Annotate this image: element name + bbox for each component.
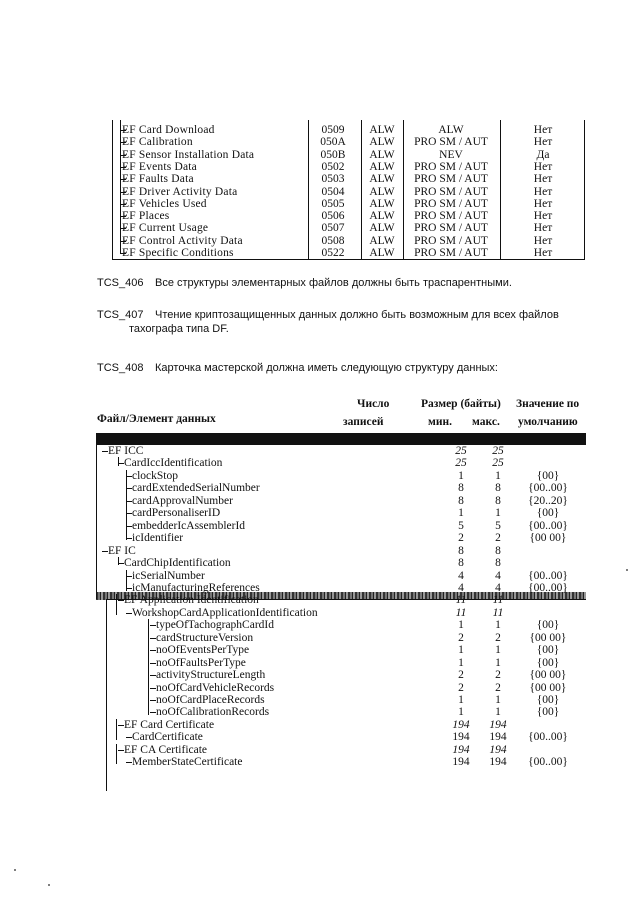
structure-table-row — [96, 457, 586, 470]
structure-min-value: 1 — [458, 619, 464, 632]
structure-table-row — [96, 557, 586, 570]
structure-min-value: 2 — [458, 681, 464, 694]
top-table-cell-fid: 0505 — [321, 197, 345, 210]
structure-min-value: 25 — [455, 445, 467, 457]
structure-max-value: 1 — [495, 469, 501, 482]
structure-def-value: {20..20} — [528, 494, 568, 507]
header-count-line2: записей — [343, 416, 384, 428]
top-table-cell-a3: Нет — [533, 234, 553, 247]
top-table-cell-a1: ALW — [369, 124, 395, 136]
top-table-cell-a3: Да — [536, 148, 550, 161]
structure-min-value: 1 — [458, 644, 464, 657]
structure-table-row — [96, 507, 586, 520]
structure-name: cardPersonaliserID — [132, 507, 221, 520]
structure-def-value: {00..00} — [528, 519, 568, 532]
structure-max-value: 5 — [495, 519, 501, 532]
structure-table-row — [96, 682, 586, 695]
header-count-line1: Число — [357, 398, 390, 410]
top-table-row — [112, 124, 585, 136]
structure-name: icManufacturingReferences — [132, 581, 260, 594]
structure-name: typeOfTachographCardId — [156, 619, 274, 632]
structure-def-value: {00 00} — [529, 669, 567, 682]
structure-table-row — [96, 706, 586, 719]
structure-max-value: 1 — [495, 656, 501, 669]
structure-min-value: 2 — [458, 631, 464, 644]
structure-max-value: 2 — [495, 631, 501, 644]
scan-speck — [14, 869, 16, 871]
top-table-row — [112, 222, 585, 234]
structure-name: noOfCalibrationRecords — [156, 706, 270, 719]
structure-min-value: 8 — [458, 544, 464, 557]
structure-table-row — [96, 482, 586, 495]
structure-min-value: 8 — [458, 557, 464, 570]
top-table-cell-name: EF Sensor Installation Data — [122, 148, 255, 161]
structure-max-value: 2 — [495, 681, 501, 694]
structure-def-value: {00..00} — [528, 581, 568, 594]
header-file: Файл/Элемент данных — [97, 413, 216, 425]
top-table-cell-a2: PRO SM / AUT — [414, 210, 488, 223]
structure-min-value: 194 — [452, 756, 470, 769]
structure-max-value: 194 — [489, 718, 507, 731]
structure-name: EF IC — [108, 544, 136, 557]
header-black-bar — [96, 433, 586, 445]
structure-min-value: 194 — [452, 718, 470, 731]
structure-min-value: 1 — [458, 507, 464, 520]
top-table-cell-fid: 0508 — [321, 234, 345, 247]
structure-max-value: 8 — [495, 544, 501, 557]
structure-def-value: {00} — [536, 706, 560, 719]
top-table-row — [112, 198, 585, 210]
structure-max-value: 194 — [489, 731, 507, 744]
top-table-cell-name: EF Calibration — [122, 136, 193, 149]
structure-max-value: 4 — [495, 581, 501, 594]
structure-table-row — [96, 495, 586, 508]
structure-def-value: {00..00} — [528, 756, 568, 769]
structure-max-value: 11 — [492, 594, 504, 607]
scan-speck — [48, 884, 50, 886]
structure-name: CardIccIdentification — [124, 457, 223, 470]
structure-min-value: 194 — [452, 731, 470, 744]
top-table-cell-name: EF Specific Conditions — [122, 247, 234, 259]
structure-def-value: {00} — [536, 644, 560, 657]
top-table-cell-a2: PRO SM / AUT — [414, 185, 488, 198]
top-table-cell-a2: PRO SM / AUT — [414, 234, 488, 247]
structure-name: cardApprovalNumber — [132, 494, 233, 507]
top-table-cell-a3: Нет — [533, 210, 553, 223]
structure-table-row — [96, 744, 586, 757]
structure-name: EF Card Certificate — [124, 718, 215, 731]
top-table-cell-name: EF Faults Data — [122, 173, 194, 186]
top-table-cell-fid: 0503 — [321, 173, 345, 186]
structure-max-value: 1 — [495, 644, 501, 657]
structure-min-value: 1 — [458, 706, 464, 719]
structure-min-value: 2 — [458, 669, 464, 682]
top-table-cell-a3: Нет — [533, 185, 553, 198]
structure-table-row — [96, 470, 586, 483]
structure-name: noOfFaultsPerType — [156, 656, 246, 669]
structure-min-value: 8 — [458, 494, 464, 507]
structure-def-value: {00 00} — [529, 631, 567, 644]
structure-max-value: 11 — [492, 606, 504, 619]
header-size-min: мин. — [428, 416, 452, 428]
top-table-cell-name: EF Card Download — [122, 124, 215, 136]
top-table-cell-a3: Нет — [533, 124, 553, 136]
top-table-cell-a1: ALW — [369, 148, 395, 161]
structure-table-row — [96, 731, 586, 744]
top-table-cell-fid: 0507 — [321, 222, 345, 235]
structure-def-value: {00 00} — [529, 681, 567, 694]
top-table-row — [112, 247, 585, 259]
structure-def-value: {00 00} — [529, 532, 567, 545]
top-table-cell-a3: Нет — [533, 247, 553, 259]
top-table-cell-a2: ALW — [438, 124, 464, 136]
structure-def-value: {00} — [536, 469, 560, 482]
top-table-row — [112, 186, 585, 198]
structure-name: EF Application Identification — [124, 594, 259, 607]
structure-def-value: {00..00} — [528, 482, 568, 495]
top-table-cell-name: EF Driver Activity Data — [122, 185, 238, 198]
structure-max-value: 4 — [495, 569, 501, 582]
structure-min-value: 1 — [458, 656, 464, 669]
structure-min-value: 5 — [458, 519, 464, 532]
structure-name: noOfCardPlaceRecords — [156, 694, 265, 706]
structure-name: EF CA Certificate — [124, 743, 208, 756]
structure-table-row — [96, 657, 586, 670]
structure-def-value: {00} — [536, 694, 560, 706]
top-table-cell-a3: Нет — [533, 197, 553, 210]
top-table-cell-a1: ALW — [369, 173, 395, 186]
header-size-line1: Размер (байты) — [421, 398, 501, 410]
structure-table-row — [96, 594, 586, 607]
top-table-row — [112, 161, 585, 173]
structure-max-value: 2 — [495, 532, 501, 545]
structure-min-value: 11 — [455, 606, 467, 619]
paragraph-tcs406: TCS_406 Все структуры элементарных файлов должны быть траспарентными. — [97, 277, 512, 289]
structure-min-value: 25 — [455, 457, 467, 470]
top-table-cell-fid: 0509 — [321, 124, 345, 136]
top-table-cell-name: EF Current Usage — [122, 222, 209, 235]
structure-def-value: {00..00} — [528, 731, 568, 744]
structure-table-row — [96, 520, 586, 533]
top-table-cell-name: EF Events Data — [122, 160, 197, 173]
top-table-cell-fid: 0522 — [321, 247, 345, 259]
structure-def-value: {00} — [536, 656, 560, 669]
structure-table-row — [96, 582, 586, 595]
structure-table-row — [96, 545, 586, 558]
structure-min-value: 11 — [455, 594, 467, 607]
paragraph-tcs407: TCS_407 Чтение криптозащищенных данных должно быть возможным для всех файлов тахографа типа DF. — [97, 309, 559, 335]
top-table-cell-a1: ALW — [369, 197, 395, 210]
structure-table-row — [96, 669, 586, 682]
top-table-cell-a2: PRO SM / AUT — [414, 197, 488, 210]
top-table-cell-name: EF Vehicles Used — [122, 197, 207, 210]
structure-max-value: 8 — [495, 494, 501, 507]
top-table-cell-a3: Нет — [533, 222, 553, 235]
structure-table-row — [96, 644, 586, 657]
structure-max-value: 194 — [489, 756, 507, 769]
structure-max-value: 194 — [489, 743, 507, 756]
structure-table-row — [96, 619, 586, 632]
paragraph-tcs408: TCS_408 Карточка мастерской должна иметь следующую структуру данных: — [97, 362, 498, 374]
top-table-cell-fid: 050A — [320, 136, 346, 149]
structure-def-value: {00} — [536, 507, 560, 520]
structure-min-value: 194 — [452, 743, 470, 756]
structure-name: EF ICC — [108, 445, 144, 457]
structure-table-row — [96, 632, 586, 645]
structure-name: clockStop — [132, 469, 178, 482]
header-size-max: макс. — [472, 416, 500, 428]
structure-max-value: 1 — [495, 619, 501, 632]
top-table-row — [112, 235, 585, 247]
top-table-cell-fid: 0504 — [321, 185, 345, 198]
top-table-cell-a1: ALW — [369, 185, 395, 198]
header-default-line1: Значение по — [516, 398, 580, 410]
top-table-cell-a2: PRO SM / AUT — [414, 173, 488, 186]
structure-table-row — [96, 570, 586, 583]
structure-name: cardExtendedSerialNumber — [132, 482, 260, 495]
structure-max-value: 1 — [495, 507, 501, 520]
top-table-cell-name: EF Places — [122, 210, 170, 223]
structure-min-value: 4 — [458, 581, 464, 594]
structure-name: noOfCardVehicleRecords — [156, 681, 275, 694]
top-table-row — [112, 149, 585, 161]
top-table-cell-a2: PRO SM / AUT — [414, 136, 488, 149]
top-table-row — [112, 136, 585, 148]
top-table-row — [112, 210, 585, 222]
top-table-cell-name: EF Control Activity Data — [122, 234, 243, 247]
top-table-cell-a1: ALW — [369, 210, 395, 223]
structure-max-value: 25 — [492, 457, 504, 470]
top-table-cell-a1: ALW — [369, 222, 395, 235]
structure-name: WorkshopCardApplicationIdentification — [132, 606, 318, 619]
top-table-cell-a1: ALW — [369, 234, 395, 247]
workshop-card-structure-table — [96, 433, 586, 791]
structure-max-value: 8 — [495, 557, 501, 570]
structure-name: noOfEventsPerType — [156, 644, 250, 657]
structure-name: MemberStateCertificate — [132, 756, 243, 769]
structure-name: cardStructureVersion — [156, 631, 254, 644]
structure-name: icSerialNumber — [132, 569, 205, 582]
top-table-cell-a2: NEV — [439, 148, 463, 161]
structure-name: embedderIcAssemblerId — [132, 519, 246, 532]
top-table-cell-a3: Нет — [533, 136, 553, 149]
structure-table-row — [96, 719, 586, 732]
top-table-cell-a3: Нет — [533, 173, 553, 186]
structure-max-value: 1 — [495, 694, 501, 706]
structure-min-value: 2 — [458, 532, 464, 545]
structure-min-value: 1 — [458, 694, 464, 706]
scan-speck — [626, 569, 628, 571]
top-table-cell-a1: ALW — [369, 136, 395, 149]
structure-max-value: 1 — [495, 706, 501, 719]
structure-min-value: 8 — [458, 482, 464, 495]
structure-table-row — [96, 694, 586, 707]
top-table-cell-a1: ALW — [369, 160, 395, 173]
structure-def-value: {00..00} — [528, 569, 568, 582]
structure-name: icIdentifier — [132, 532, 184, 545]
structure-name: CardCertificate — [132, 731, 203, 744]
top-table-row — [112, 173, 585, 185]
structure-table-row — [96, 756, 586, 769]
top-table-cell-a1: ALW — [369, 247, 395, 259]
top-table-cell-a2: PRO SM / AUT — [414, 160, 488, 173]
structure-max-value: 2 — [495, 669, 501, 682]
top-table-cell-fid: 0506 — [321, 210, 345, 223]
top-table-cell-fid: 050B — [320, 148, 346, 161]
structure-table-row — [96, 445, 586, 458]
structure-def-value: {00} — [536, 619, 560, 632]
structure-min-value: 4 — [458, 569, 464, 582]
structure-min-value: 1 — [458, 469, 464, 482]
top-table-cell-a3: Нет — [533, 160, 553, 173]
top-table-cell-a2: PRO SM / AUT — [414, 222, 488, 235]
structure-table-row — [96, 532, 586, 545]
top-table-cell-fid: 0502 — [321, 160, 345, 173]
top-table-cell-a2: PRO SM / AUT — [414, 247, 488, 259]
structure-name: activityStructureLength — [156, 669, 266, 682]
header-default-line2: умолчанию — [518, 416, 578, 428]
structure-name: CardChipIdentification — [124, 557, 231, 570]
structure-max-value: 8 — [495, 482, 501, 495]
structure-table-row — [96, 607, 586, 620]
top-access-table — [112, 120, 585, 260]
structure-max-value: 25 — [492, 445, 504, 457]
